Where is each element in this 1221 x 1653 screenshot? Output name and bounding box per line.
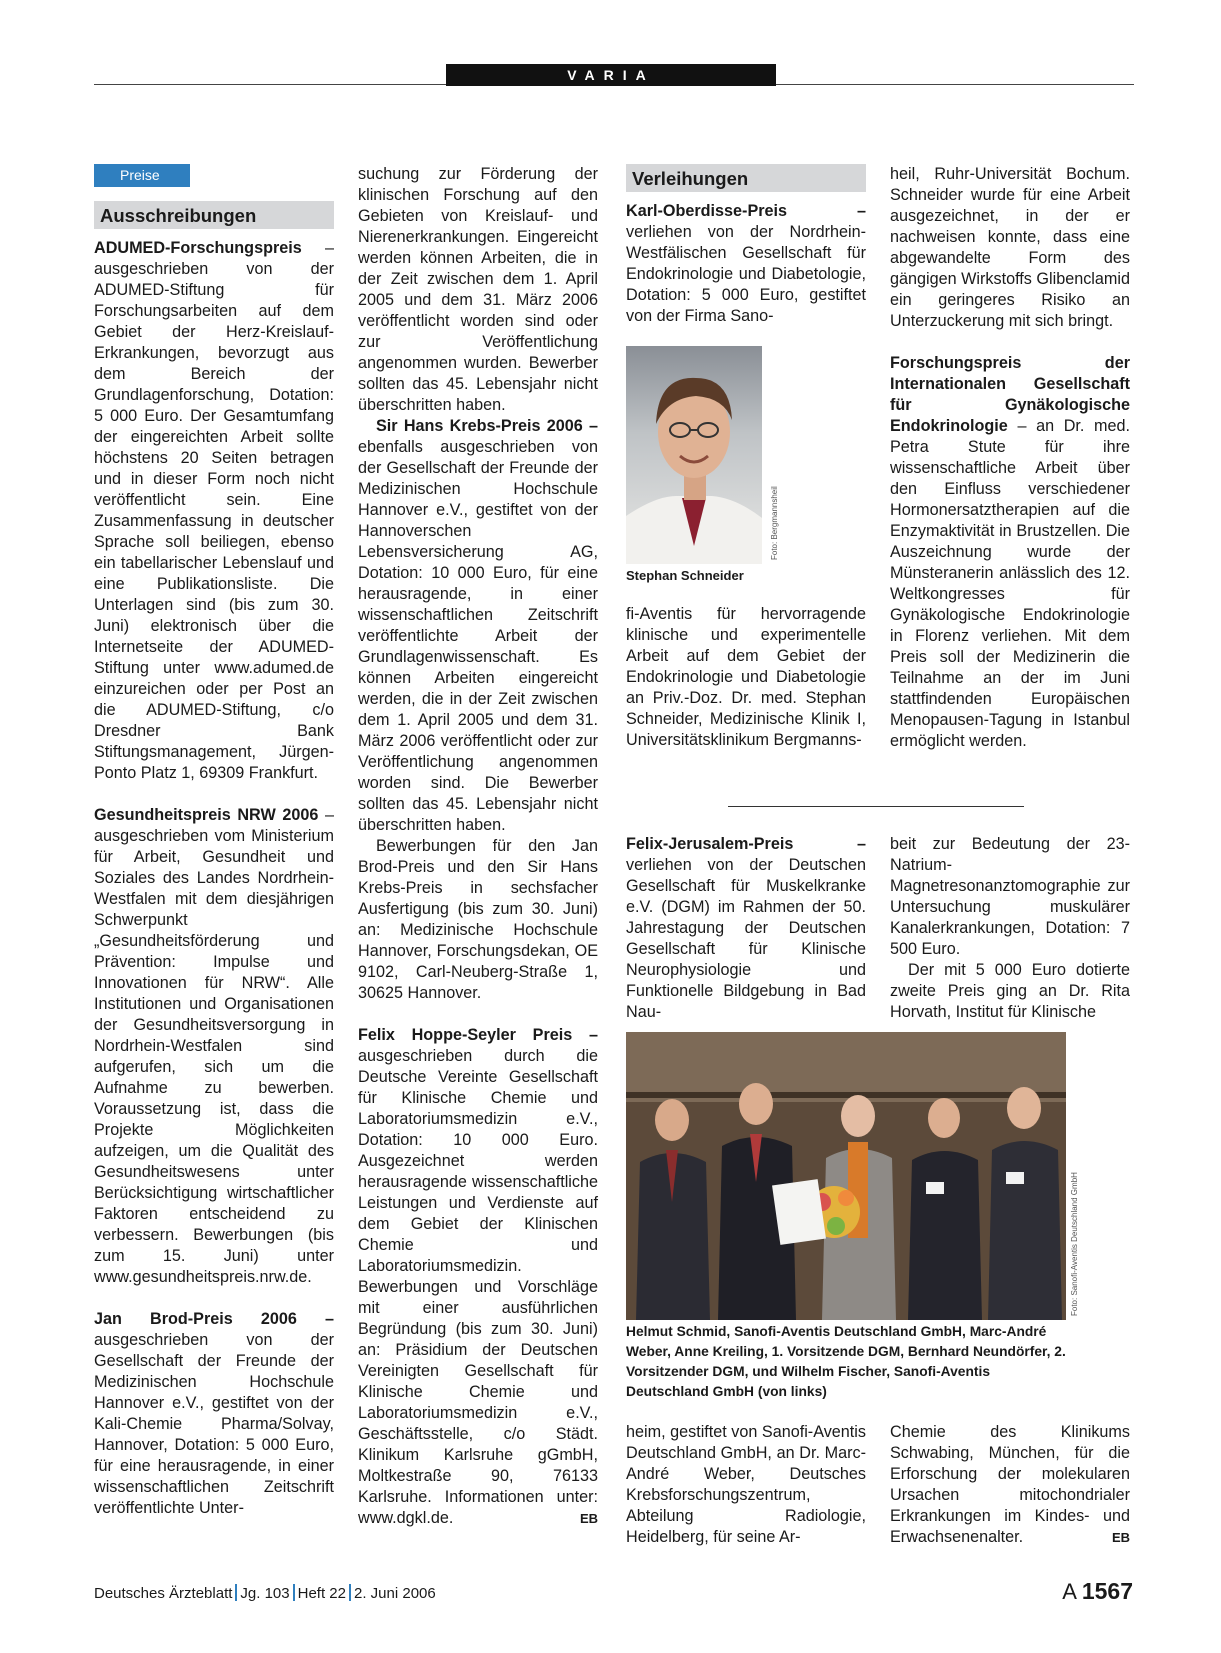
portrait-illustration: [626, 346, 762, 564]
divider-rule: [728, 806, 1024, 807]
footer: [94, 1584, 436, 1602]
photo-credit: Foto: Sanofi-Aventis Deutschland GmbH: [1070, 1172, 1079, 1316]
entry-title: Sir Hans Krebs-Preis 2006 –: [376, 417, 598, 435]
entry-text: verliehen von der Nordrhein-Westfälischen Gesellschaft für Endokrinologie und Diabetologie, Dotation: 5 000 Euro, gestiftet von der Firma Sano-: [626, 223, 866, 325]
entry-text: – an Dr. med. Petra Stute für ihre wissenschaftliche Arbeit über den Einfluss verschiedener Hormonersatztherapien auf die Enzymaktivität in Brustzellen. Die Auszeichnung wurde der Münsteranerin anlässlich des 12. Weltkongresses für Gynäkologische Endokrinologie in Florenz verliehen. Mit dem Preis soll der Medizinerin die Teilnahme an der im Juni stattfindenden Europäischen Menopausen-Tagung in Istanbul ermöglicht werden.: [890, 417, 1130, 750]
photo-caption: Helmut Schmid, Sanofi-Aventis Deutschland GmbH, Marc-André Weber, Anne Kreiling, 1. Vorsitzende DGM, Bernhard Neundörfer, 2. Vorsitzender DGM, und Wilhelm Fischer, Sanofi-Aventis Deutschland GmbH (von links): [626, 1324, 1066, 1399]
journal-volume: Jg. 103: [240, 1585, 290, 1602]
page-number-value: 1567: [1081, 1578, 1133, 1604]
paragraph-text: Chemie des Klinikums Schwabing, München, für die Erforschung der molekularen Ursachen mitochondrialer Erkrankungen im Kindes- und Erwachsenenalter.: [890, 1423, 1130, 1546]
column-4-bottom: [890, 1422, 1130, 1548]
entry-title: Gesundheitspreis NRW 2006: [94, 806, 319, 824]
entry-text: ebenfalls ausgeschrieben von der Gesellschaft der Freunde der Medizinischen Hochschule Hannover e.V., gestiftet von der Hannoverschen Lebensversicherung AG, Dotation: 10 000 Euro, für eine herausragende, in einer wissenschaftlichen Zeitschrift veröffentlichte Arbeit der Grundlagenwissenschaft. Es können Arbeiten eingereicht werden, die in der Zeit zwischen dem 1. April 2005 und dem 31. März 2006 veröffentlicht oder zur Veröffentlichung angenommen worden sind. Die Bewerber sollten das 45. Lebensjahr nicht überschritten haben.: [358, 438, 598, 834]
column-3-lower: [626, 834, 866, 1023]
kicker-label: Preise: [94, 164, 190, 187]
entry-sir-hans-krebs: [358, 416, 598, 836]
column-3-bottom: [626, 1422, 866, 1548]
entry-title: Jan Brod-Preis 2006 –: [94, 1310, 334, 1328]
footer-separator: [235, 1584, 237, 1601]
column-4-lower: [890, 834, 1130, 1023]
journal-date: 2. Juni 2006: [354, 1585, 436, 1602]
photo-caption: Stephan Schneider: [626, 568, 744, 583]
portrait-photo: [626, 346, 762, 564]
photo-credit: Foto: Bergmannsheil: [770, 486, 779, 560]
entry-text: – ausgeschrieben von der ADUMED-Stiftung für Forschungsarbeiten auf dem Gebiet der Herz-Kreislauf-Erkrankungen, bevorzugt aus dem Bereich der Grundlagenforschung, Dotation: 5 000 Euro. Der Gesamtumfang der eingereichten Arbeit sollte höchstens 20 Seiten betragen und in dieser Form noch nicht veröffentlicht sein. Eine Zusammenfassung in deutscher Sprache soll beiliegen, ebenso ein tabellarischer Lebenslauf und eine Publikationsliste. Die Unterlagen sind (bis zum 30. Juni) elektronisch über die Internetseite der ADUMED-Stiftung unter www.adumed.de einzureichen oder per Post an die ADUMED-Stiftung, c/o Dresdner Bank Stiftungsmanagement, Jürgen-Ponto Platz 1, 69309 Frankfurt.: [94, 239, 334, 782]
entry-karl-oberdisse: [626, 201, 866, 327]
column-2: [358, 164, 598, 1529]
column-3-continued: [626, 604, 866, 751]
paragraph: heil, Ruhr-Universität Bochum. Schneider wurde für eine Arbeit ausgezeichnet, in der er nachweisen konnte, dass eine abgewandelte Form des gängigen Wirkstoffs Glibenclamid ein geringeres Risiko an Unterzuckerung mit sich bringt.: [890, 165, 1130, 330]
paragraph: fi-Aventis für hervorragende klinische und experimentelle Arbeit auf dem Gebiet der Endokrinologie und Diabetologie an Priv.-Doz. Dr. med. Stephan Schneider, Medizinische Klinik I, Universitätsklinikum Bergmanns-: [626, 605, 866, 749]
group-photo: [626, 1032, 1066, 1320]
entry-jan-brod: [94, 1309, 334, 1519]
column-3: [626, 164, 866, 327]
paragraph: beit zur Bedeutung der 23-Natrium-Magnetresonanztomographie zur Untersuchung muskulärer Kanalerkrankungen, Dotation: 7 500 Euro.: [890, 835, 1130, 958]
paragraph: Der mit 5 000 Euro dotierte zweite Preis ging an Dr. Rita Horvath, Institut für Klinische: [890, 961, 1130, 1021]
entry-title: Karl-Oberdisse-Preis –: [626, 202, 866, 220]
paragraph: [890, 1422, 1130, 1548]
entry-forschungspreis: [890, 353, 1130, 752]
paragraph: Bewerbungen für den Jan Brod-Preis und den Sir Hans Krebs-Preis in sechsfacher Ausfertigung (bis zum 30. Juni) an: Medizinische Hochschule Hannover, Forschungsdekan, OE 9102, Carl-Neuberg-Straße 1, 30625 Hannover.: [358, 837, 598, 1002]
entry-text: ausgeschrieben durch die Deutsche Vereinte Gesellschaft für Klinische Chemie und Laboratoriumsmedizin e.V., Dotation: 10 000 Euro. Ausgezeichnet werden herausragende wissenschaftliche Leistungen und Verdienste auf dem Gebiet der Klinischen Chemie und Laboratoriumsmedizin. Bewerbungen und Vorschläge mit einer ausführlichen Begründung (bis zum 30. Juni) an: Präsidium der Deutschen Vereinigten Gesellschaft für Klinische Chemie und Laboratoriumsmedizin e.V., Geschäftsstelle, c/o Städt. Klinikum Karlsruhe gGmbH, Moltkestraße 90, 76133 Karlsruhe. Informationen unter: www.dgkl.de.: [358, 1047, 598, 1527]
page-number: [1062, 1578, 1133, 1605]
entry-text: verliehen von der Deutschen Gesellschaft für Muskelkranke e.V. (DGM) im Rahmen der 50. Jahrestagung der Deutschen Gesellschaft für Klinische Neurophysiologie und Funktionelle Bildgebung in Bad Nau-: [626, 856, 866, 1021]
paragraph: heim, gestiftet von Sanofi-Aventis Deutschland GmbH, an Dr. Marc-André Weber, Deutsches Krebsforschungszentrum, Abteilung Radiologie, Heidelberg, für seine Ar-: [626, 1423, 866, 1546]
column-4: [890, 164, 1130, 752]
entry-title: Felix Hoppe-Seyler Preis –: [358, 1026, 598, 1044]
journal-issue: Heft 22: [297, 1585, 346, 1602]
paragraph: suchung zur Förderung der klinischen Forschung auf den Gebieten von Kreislauf- und Nierenerkrankungen. Eingereicht werden können Arbeiten, die in der Zeit zwischen dem 1. April 2005 und dem 31. März 2006 veröffentlicht worden sind oder zur Veröffentlichung angenommen wurden. Bewerber sollten das 45. Lebensjahr nicht überschritten haben.: [358, 165, 598, 414]
heading-verleihungen: Verleihungen: [626, 164, 866, 192]
author-signature: EB: [579, 1511, 598, 1526]
entry-felix-jerusalem: [626, 834, 866, 1023]
entry-felix-hoppe-seyler: [358, 1025, 598, 1529]
section-label: VARIA: [446, 64, 776, 86]
entry-title: Forschungspreis der Internationalen Gesellschaft für Gynäkologische Endokrinologie: [890, 354, 1130, 435]
page-prefix: A: [1062, 1579, 1076, 1604]
entry-title: Felix-Jerusalem-Preis –: [626, 835, 866, 853]
entry-text: – ausgeschrieben vom Ministerium für Arbeit, Gesundheit und Soziales des Landes Nordrhein-Westfalen mit dem diesjährigen Schwerpunkt „Gesundheitsförderung und Prävention: Impulse und Innovationen für NRW“. Alle Institutionen und Organisationen der Gesundheitsversorgung in Nordrhein-Westfalen sind aufgerufen, sich um die Aufnahme zu bewerben. Voraussetzung ist, dass die Projekte Möglichkeiten aufzeigen, um die Qualität des Gesundheitswesens unter Berücksichtigung wirtschaftlicher Faktoren entscheidend zu verbessern. Bewerbungen (bis zum 15. Juni) unter www.gesundheitspreis.nrw.de.: [94, 806, 334, 1286]
entry-text: ausgeschrieben von der Gesellschaft der Freunde der Medizinischen Hochschule Hannover e.V., gestiftet von der Kali-Chemie Pharma/Solvay, Hannover, Dotation: 5 000 Euro, für eine herausragende, in einer wissenschaftlichen Zeitschrift veröffentlichte Unter-: [94, 1331, 334, 1517]
author-signature: EB: [1111, 1530, 1130, 1545]
heading-ausschreibungen: Ausschreibungen: [94, 201, 334, 229]
entry-adumed: [94, 238, 334, 784]
footer-separator: [293, 1584, 295, 1601]
column-1: [94, 164, 334, 1519]
journal-name: Deutsches Ärzteblatt: [94, 1585, 233, 1602]
group-illustration: [626, 1032, 1066, 1320]
footer-separator: [349, 1584, 351, 1601]
entry-gesundheitspreis: [94, 805, 334, 1288]
entry-title: ADUMED-Forschungspreis: [94, 239, 302, 257]
